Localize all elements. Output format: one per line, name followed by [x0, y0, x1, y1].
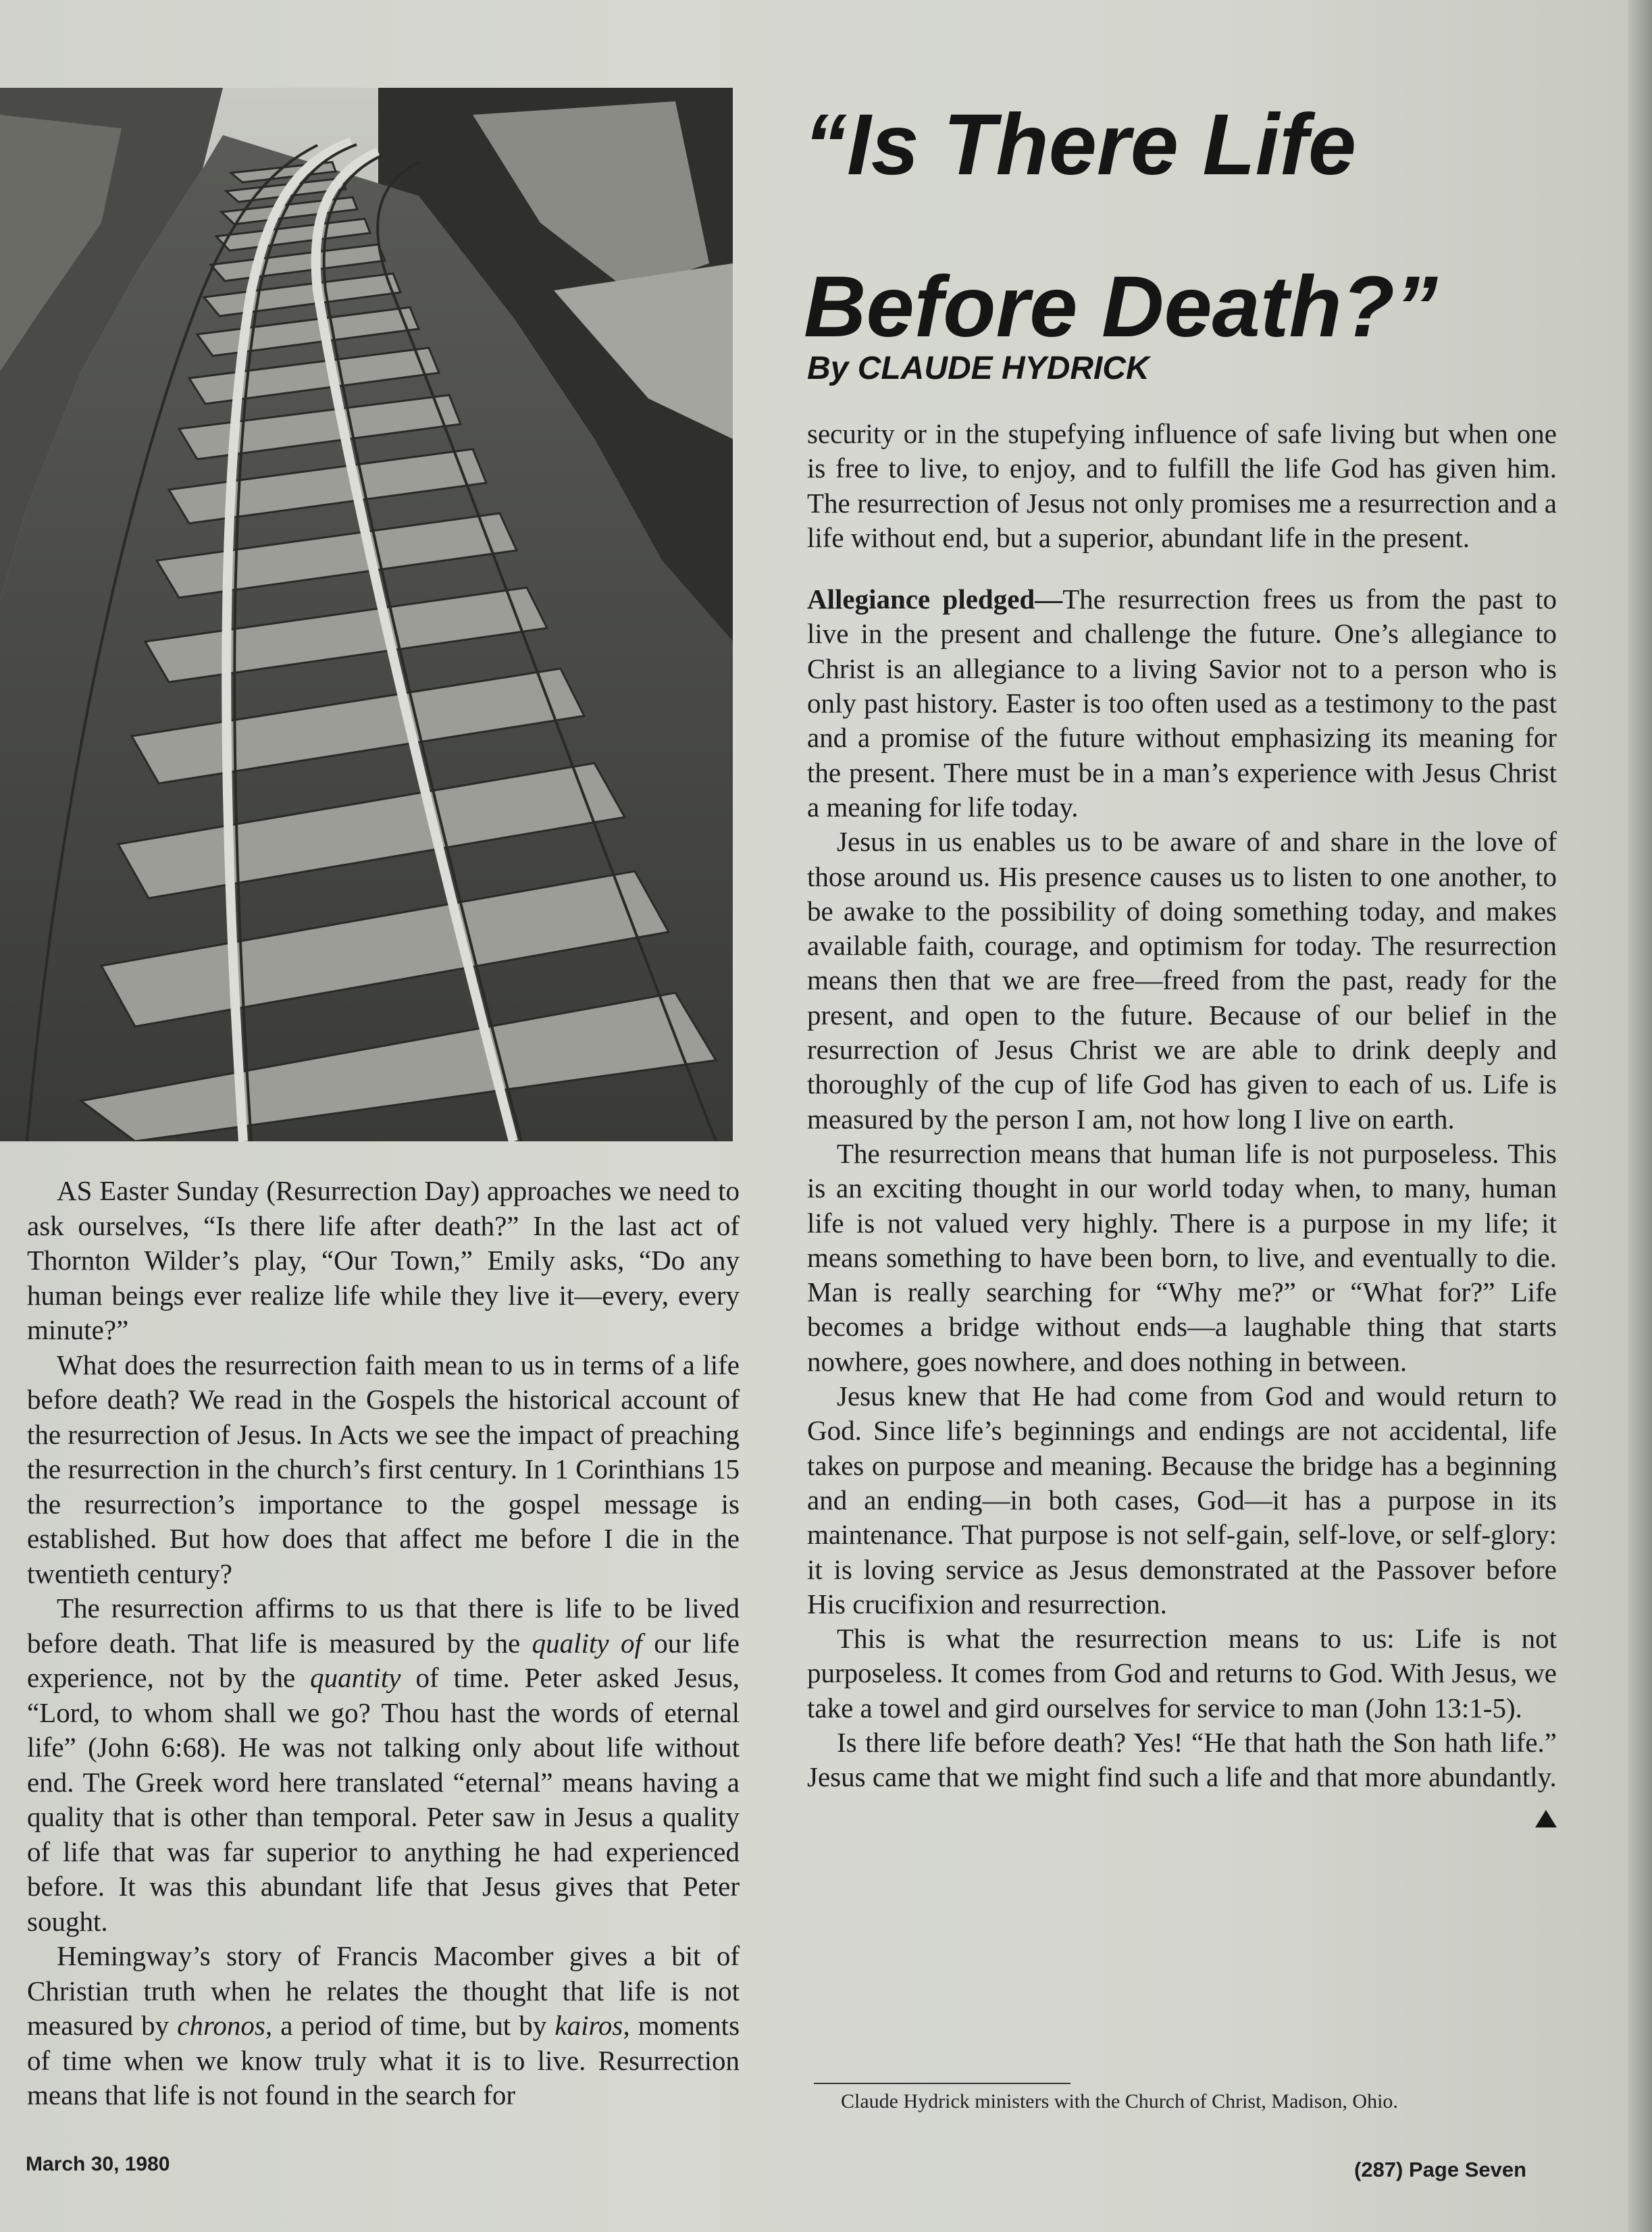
paragraph-3: [27, 1591, 740, 1939]
right-paragraph-3: Jesus in us enables us to be aware of and share in the love of those around us. His presence causes us to listen to one another, to be awake to the possibility of doing something today, and makes available faith, courage, and optimism for today. The resurrection means then that we are free—freed from the past, ready for the present, and open to the future. Because of our belief in the resurrection of Jesus Christ we are able to drink deeply and thoroughly of the cup of life God has given to each of us. Life is measured by the person I am, not how long I live on earth.: [807, 826, 1557, 1135]
right-paragraph-2: [807, 582, 1557, 825]
paragraph-5: [27, 1939, 740, 2113]
byline: By CLAUDE HYDRICK: [807, 351, 1150, 386]
end-of-article-triangle-icon: [1535, 1810, 1557, 1827]
para5-before: Hemingway’s story of Francis Macomber gives a bit of Christian truth when he relates the thought that life is not measured by: [27, 1940, 740, 2041]
para5-em-kairos: kairos,: [554, 2010, 630, 2041]
para5-em-chronos: chronos,: [177, 2010, 273, 2041]
right-paragraph-2-text: The resurrection frees us from the past to live in the present and challenge the future. One’s allegiance to Christ is an allegiance to a living Savior not to a person who is only past history. Easter is too often used as a testimony to the past and a promise of the future without emphasizing its meaning for the present. There must be in a man’s experience with Jesus Christ a meaning for life today.: [807, 583, 1557, 823]
para3-before: The resurrection affirms to us that there is life to be lived before death. That life is measured by the: [27, 1592, 740, 1659]
para3-continued: Peter asked Jesus, “Lord, to whom shall we go? Thou hast the words of eternal life” (John 6:68). He was not talking only about life without end. The Greek word here translated “eternal” means having a quality that is other than temporal. Peter saw in Jesus a quality of life that was far superior to anything he had experienced before. It was this abundant life that Jesus gives that Peter sought.: [27, 1662, 740, 1937]
para3-em-quantity: quantity: [310, 1662, 401, 1693]
article-title: [804, 64, 1601, 388]
para3-middle: our life experience, not by the: [27, 1627, 740, 1693]
title-line-2: Before Death?”: [804, 259, 1438, 355]
page-number: (287) Page Seven: [1354, 2158, 1527, 2181]
page-edge: [1628, 0, 1652, 2232]
paragraph-2: What does the resurrection faith mean to us in terms of a life before death? We read in the Gospels the historical account of the resurrection of Jesus. In Acts we see the impact of preaching the resurrection in the church’s first century. In 1 Corinthians 15 the resurrection’s importance to the gospel message is established. But how does that affect me before I die in the twentieth century?: [27, 1349, 740, 1589]
para5-continued: Resurrection means that life is not found in the search for: [27, 2044, 740, 2110]
issue-date: March 30, 1980: [26, 2153, 170, 2175]
footnote-rule: [814, 2083, 1070, 2084]
author-footnote: Claude Hydrick ministers with the Church of Christ, Madison, Ohio.: [841, 2090, 1398, 2112]
para5-middle: a period of time, but by: [280, 2010, 547, 2041]
right-column: [807, 417, 1557, 1827]
right-paragraph-5: Jesus knew that He had come from God and would return to God. Since life’s beginnings and endings are not accidental, life takes on purpose and meaning. Because the bridge has a beginning and an ending—in both cases, God—it has a purpose in its maintenance. That purpose is not self-gain, self-love, or self-glory: it is loving service as Jesus demonstrated at the Passover before His crucifixion and resurrection.: [807, 1380, 1557, 1619]
railroad-track-photo: [0, 88, 733, 1141]
right-paragraph-6: This is what the resurrection means to us: Life is not purposeless. It comes from God and returns to God. With Jesus, we take a towel and gird ourselves for service to man (John 13:1-5).: [807, 1623, 1557, 1723]
para3-em-quality: quality of: [532, 1627, 642, 1659]
right-paragraph-4: The resurrection means that human life is not purposeless. This is an exciting thought in our world today when, to many, human life is not valued very highly. There is a purpose in my life; it means something to have been born, to live, and eventually to die. Man is really searching for “Why me?” or “What for?” Life becomes a bridge without ends—a laughable thing that starts nowhere, goes nowhere, and does nothing in between.: [807, 1137, 1557, 1377]
right-paragraph-1: security or in the stupefying influence of safe living but when one is free to live, to enjoy, and to fulfill the life God has given him. The resurrection of Jesus not only promises me a resurrection and a life without end, but a superior, abundant life in the present.: [807, 418, 1557, 553]
left-column: [27, 1174, 740, 2113]
para3-after: of time.: [415, 1662, 510, 1693]
paragraph-1: AS Easter Sunday (Resurrection Day) approaches we need to ask ourselves, “Is there life after death?” In the last act of Thornton Wilder’s play, “Our Town,” Emily asks, “Do any human beings ever realize life while they live it—every, every minute?”: [27, 1175, 740, 1345]
railroad-illustration: [0, 88, 733, 1141]
right-paragraph-7-text: Is there life before death? Yes! “He that hath the Son hath life.” Jesus came that we might find such a life and that more abundantly.: [807, 1726, 1557, 1793]
title-line-1: “Is There Life: [804, 97, 1356, 193]
para5-after: moments of time when we know truly what it is to live.: [27, 2010, 740, 2076]
right-paragraph-7: [807, 1725, 1557, 1795]
subhead-allegiance-pledged: Allegiance pledged—: [807, 583, 1063, 615]
